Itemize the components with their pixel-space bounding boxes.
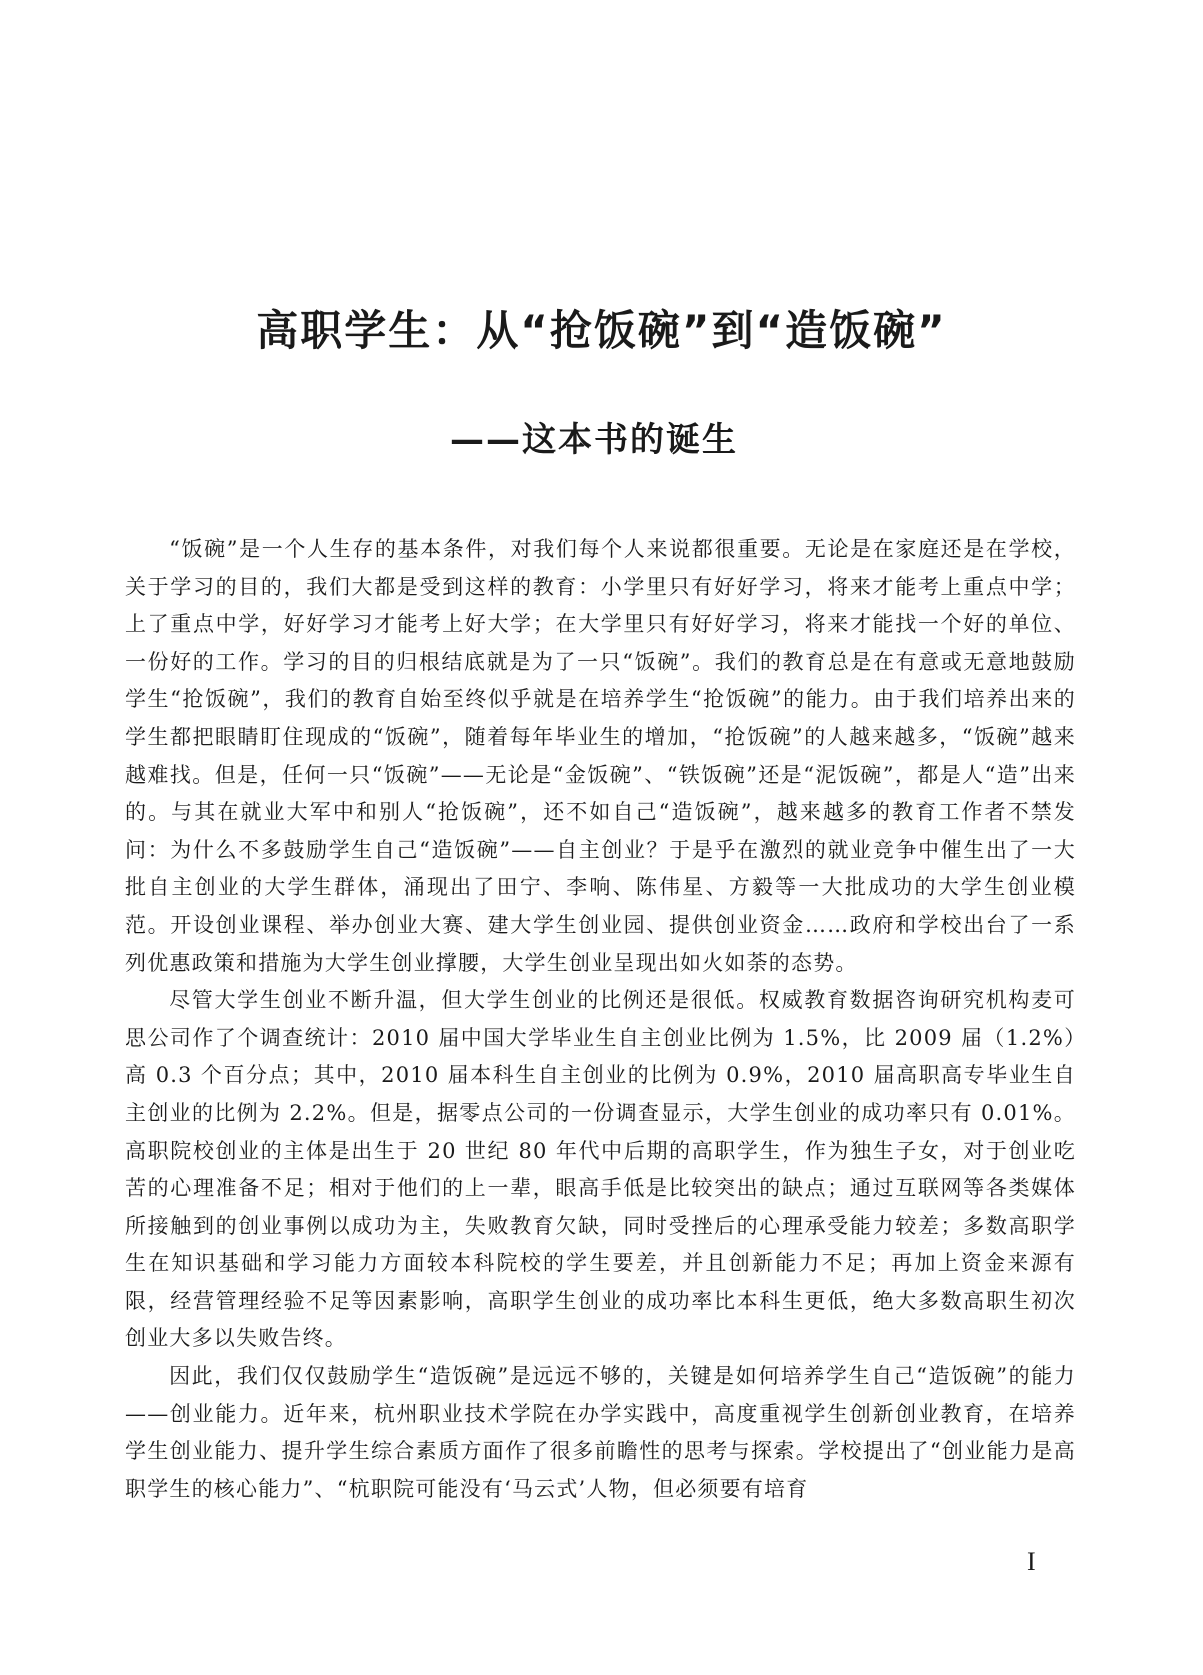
- page-title: 高职学生：从“抢饭碗”到“造饭碗”: [256, 306, 947, 355]
- page-subtitle: ——这本书的诞生: [450, 420, 738, 460]
- page-number: I: [1027, 1547, 1036, 1576]
- paragraph-1: “饭碗”是一个人生存的基本条件，对我们每个人来说都很重要。无论是在家庭还是在学校，关于学习的目的，我们大都是受到这样的教育：小学里只有好好学习，将来才能考上重点中学；上了重点中学，好好学习才能考上好大学；在大学里只有好好学习，将来才能找一个好的单位、一份好的工作。学习的目的归根结底就是为了一只“饭碗”。我们的教育总是在有意或无意地鼓励学生“抢饭碗”，我们的教育自始至终似乎就是在培养学生“抢饭碗”的能力。由于我们培养出来的学生都把眼睛盯住现成的“饭碗”，随着每年毕业生的增加，“抢饭碗”的人越来越多，“饭碗”越来越难找。但是，任何一只“饭碗”——无论是“金饭碗”、“铁饭碗”还是“泥饭碗”，都是人“造”出来的。与其在就业大军中和别人“抢饭碗”，还不如自己“造饭碗”，越来越多的教育工作者不禁发问：为什么不多鼓励学生自己“造饭碗”——自主创业？于是乎在激烈的就业竞争中催生出了一大批自主创业的大学生群体，涌现出了田宁、李响、陈伟星、方毅等一大批成功的大学生创业模范。开设创业课程、举办创业大赛、建大学生创业园、提供创业资金……政府和学校出台了一系列优惠政策和措施为大学生创业撑腰，大学生创业呈现出如火如荼的态势。: [125, 537, 1076, 975]
- paragraph-3: 因此，我们仅仅鼓励学生“造饭碗”是远远不够的，关键是如何培养学生自己“造饭碗”的能力——创业能力。近年来，杭州职业技术学院在办学实践中，高度重视学生创新创业教育，在培养学生创业能力、提升学生综合素质方面作了很多前瞻性的思考与探索。学校提出了“创业能力是高职学生的核心能力”、“杭职院可能没有‘马云式’人物，但必须要有培育: [125, 1364, 1076, 1501]
- paragraph-2: 尽管大学生创业不断升温，但大学生创业的比例还是很低。权威教育数据咨询研究机构麦可思公司作了个调查统计：2010 届中国大学毕业生自主创业比例为 1.5%，比 2009 届（1.2%）高 0.3 个百分点；其中，2010 届本科生自主创业的比例为 0.9%，2010 届高职高专毕业生自主创业的比例为 2.2%。但是，据零点公司的一份调查显示，大学生创业的成功率只有 0.01%。高职院校创业的主体是出生于 20 世纪 80 年代中后期的高职学生，作为独生子女，对于创业吃苦的心理准备不足；相对于他们的上一辈，眼高手低是比较突出的缺点；通过互联网等各类媒体所接触到的创业事例以成功为主，失败教育欠缺，同时受挫后的心理承受能力较差；多数高职学生在知识基础和学习能力方面较本科院校的学生要差，并且创新能力不足；再加上资金来源有限，经营管理经验不足等因素影响，高职学生创业的成功率比本科生更低，绝大多数高职生初次创业大多以失败告终。: [125, 988, 1076, 1351]
- body-text: [125, 531, 1076, 1508]
